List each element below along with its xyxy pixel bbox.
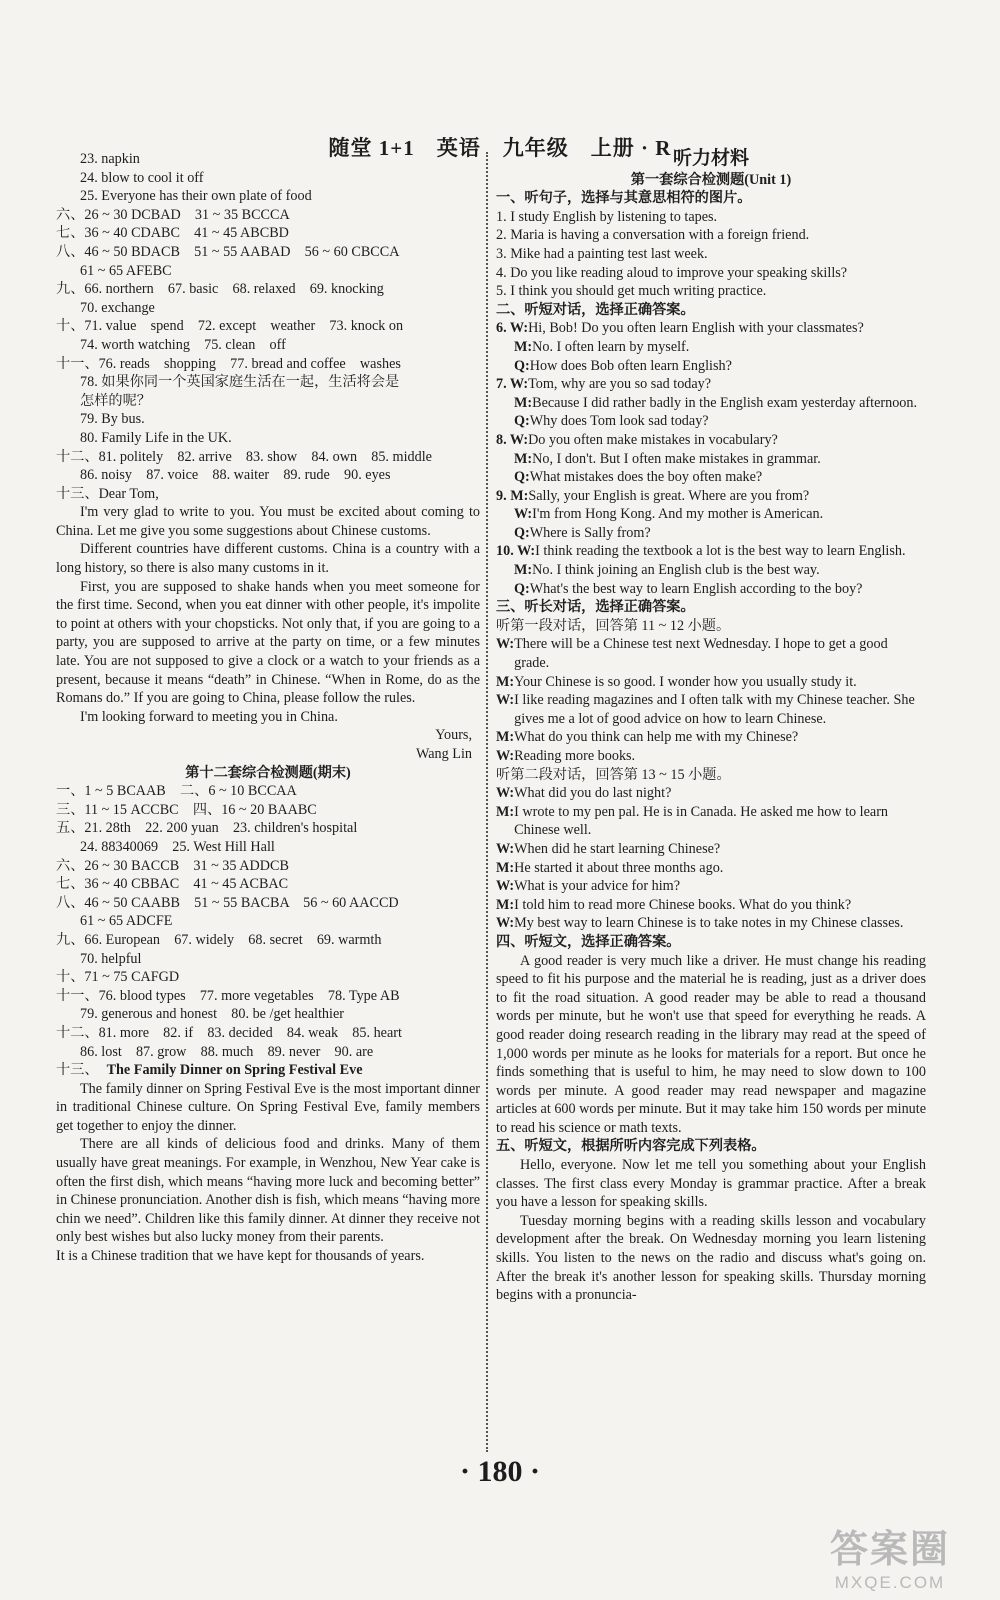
essay bbox=[56, 1080, 480, 1247]
answer-line: 六、26 ~ 30 DCBAD 31 ~ 35 BCCCA bbox=[56, 206, 290, 223]
sentence-item: 1. I study English by listening to tapes. bbox=[496, 208, 718, 225]
answer-line: 79. generous and honest 80. be /get healthier bbox=[80, 1006, 344, 1023]
answer-line: 79. By bus. bbox=[80, 411, 145, 428]
answer-line: 怎样的呢？ bbox=[80, 392, 151, 409]
dialogue-text: Your Chinese is so good. I wonder how you usually study it. bbox=[514, 673, 857, 690]
section-5-paragraph-2: Tuesday morning begins with a reading skills lesson and vocabulary development after the break. On Wednesday morning you learn listening skills. You listen to the news on the radio and discuss what's going on. After the break it's another lesson for speaking skills. Thursday morning begins with a pronuncia- bbox=[496, 1212, 926, 1304]
dialogue-line bbox=[496, 859, 926, 878]
section-3-title: 三、听长对话，选择正确答案。 bbox=[496, 599, 695, 616]
dialogue-line bbox=[496, 394, 926, 413]
page-header: 随堂 1+1 英语 九年级 上册 · R bbox=[328, 136, 672, 160]
answer-line: 八、46 ~ 50 CAABB 51 ~ 55 BACBA 56 ~ 60 AACCD bbox=[56, 894, 399, 911]
letter-paragraph: Different countries have different customs. China is a country with a long history, so there is also many customs in it. bbox=[56, 541, 480, 577]
dialogue-text: Sally, your English is great. Where are you from? bbox=[528, 487, 810, 504]
essay-label: 十三、 bbox=[56, 1062, 99, 1079]
section-1-items bbox=[496, 208, 926, 301]
speaker: M: bbox=[496, 803, 515, 820]
speaker: W: bbox=[496, 915, 515, 932]
test12-title: 第十二套综合检测题(期末) bbox=[185, 764, 351, 781]
dialogue-text: I think reading the textbook a lot is the best way to learn English. bbox=[535, 543, 906, 560]
dialogue-text: Do you often make mistakes in vocabulary? bbox=[528, 431, 778, 448]
answer-line: 80. Family Life in the UK. bbox=[80, 429, 232, 446]
dialogue-text: No. I often learn by myself. bbox=[532, 338, 690, 355]
speaker: Q: bbox=[514, 413, 530, 430]
dialogue-text: What did you do last night? bbox=[514, 785, 672, 802]
section-3-intro-2: 听第二段对话，回答第 13 ~ 15 小题。 bbox=[496, 766, 731, 783]
answer-line: 86. lost 87. grow 88. much 89. never 90. are bbox=[80, 1043, 374, 1060]
dialogue-text: What's the best way to learn English according to the boy? bbox=[529, 580, 863, 597]
dialogue-text: He started it about three months ago. bbox=[514, 859, 724, 876]
speaker: Q: bbox=[514, 357, 530, 374]
speaker: M: bbox=[514, 562, 533, 579]
listening-heading: 听力材料 bbox=[672, 148, 749, 169]
column-divider bbox=[486, 152, 488, 1452]
answer-line: 十一、76. blood types 77. more vegetables 78. Type AB bbox=[56, 987, 400, 1004]
letter-paragraph: First, you are supposed to shake hands when you meet someone for the first time. Second, when you eat dinner with other people, it's impolite to point at others with your chopsticks. Not only that, if you are going to a party, you are supposed to arrive at the party on time, or a few minutes late. You are not supposed to give a clock or a watch to your friends as a present, because it means “death” in Chinese. “When in Rome, do as the Romans do.” If you are going to China, please follow the rules. bbox=[56, 578, 480, 707]
letter-paragraph: I'm very glad to write to you. You must be excited about coming to China. Let me give you some suggestions about Chinese customs. bbox=[56, 504, 480, 539]
essay-paragraph: There are all kinds of delicious food and drinks. Many of them usually have great meanings. For example, in Wenzhou, New Year cake is often the first dish, which means “having more luck and becoming better” in Chinese pronunciation. Another dish is fish, which means “having more chin we need”. Children like this family dinner. At dinner they receive not only best wishes but also lucky money from their parents. bbox=[56, 1136, 480, 1246]
letter-signature: Wang Lin bbox=[416, 746, 472, 762]
answer-line: 十一、76. reads shopping 77. bread and coffee washes bbox=[56, 355, 401, 372]
dialogue-text: No. I think joining an English club is the best way. bbox=[532, 562, 820, 579]
speaker: M: bbox=[514, 394, 533, 411]
speaker: 8. W: bbox=[496, 431, 529, 448]
letter bbox=[56, 503, 480, 726]
section-5-paragraph-1: Hello, everyone. Now let me tell you something about your English classes. The first class every Monday is grammar practice. After a break you have a lesson for speaking skills. bbox=[496, 1157, 926, 1211]
dialogue-line bbox=[496, 914, 926, 933]
dialogue-text: Because I did rather badly in the English exam yesterday afternoon. bbox=[532, 394, 918, 411]
dialogue-text: Where is Sally from? bbox=[529, 524, 651, 541]
dialogue-line bbox=[496, 561, 926, 580]
speaker: Q: bbox=[514, 469, 530, 486]
answer-line: 六、26 ~ 30 BACCB 31 ~ 35 ADDCB bbox=[56, 857, 289, 874]
left-column bbox=[56, 150, 480, 1266]
listening-subheading: 第一套综合检测题(Unit 1) bbox=[630, 171, 792, 188]
speaker: Q: bbox=[514, 580, 530, 597]
speaker: Q: bbox=[514, 524, 530, 541]
section-2-dialogues bbox=[496, 319, 926, 598]
dialogue-line bbox=[496, 524, 926, 543]
dialogue-text: There will be a Chinese test next Wednesday. I hope to get a good grade. bbox=[514, 636, 888, 672]
dialogue-text: How does Bob often learn English? bbox=[529, 357, 732, 374]
answer-line: 十二、81. more 82. if 83. decided 84. weak 85. heart bbox=[56, 1024, 402, 1041]
answer-line: 70. helpful bbox=[80, 950, 142, 967]
dialogue-text: Reading more books. bbox=[514, 748, 636, 764]
dialogue-text: I like reading magazines and I often talk with my Chinese teacher. She gives me a lot of good advice on how to learn Chinese. bbox=[514, 692, 915, 727]
speaker: W: bbox=[496, 748, 515, 764]
dialogue-line bbox=[496, 673, 926, 692]
answer-line: 十三、Dear Tom, bbox=[56, 485, 159, 502]
answer-lines-11 bbox=[56, 150, 480, 503]
essay-paragraph: The family dinner on Spring Festival Eve is the most important dinner in traditional Chinese culture. On Spring Festival Eve, family members get together to enjoy the dinner. bbox=[56, 1080, 480, 1134]
section-3-dialogue-2 bbox=[496, 784, 926, 933]
dialogue-line bbox=[496, 357, 926, 376]
dialogue-line bbox=[496, 505, 926, 524]
speaker: M: bbox=[496, 729, 515, 746]
dialogue-text: What do you think can help me with my Chinese? bbox=[514, 729, 799, 746]
dialogue-text: When did he start learning Chinese? bbox=[514, 840, 721, 857]
sentence-item: 4. Do you like reading aloud to improve your speaking skills? bbox=[496, 264, 848, 281]
dialogue-line bbox=[496, 338, 926, 357]
section-2-title: 二、听短对话，选择正确答案。 bbox=[496, 301, 695, 318]
speaker: 6. W: bbox=[496, 320, 529, 337]
watermark-logo: 答案圈 bbox=[829, 1529, 950, 1571]
speaker: W: bbox=[496, 878, 515, 895]
answer-line: 86. noisy 87. voice 88. waiter 89. rude 90. eyes bbox=[80, 467, 391, 484]
essay-heading bbox=[56, 1061, 480, 1080]
section-1-title: 一、听句子，选择与其意思相符的图片。 bbox=[496, 190, 752, 207]
dialogue-line bbox=[496, 728, 926, 747]
dialogue-line bbox=[496, 896, 926, 915]
speaker: M: bbox=[496, 896, 515, 913]
letter-paragraph: I'm looking forward to meeting you in China. bbox=[80, 708, 338, 725]
dialogue-line bbox=[496, 487, 926, 506]
answer-line: 61 ~ 65 ADCFE bbox=[80, 913, 173, 930]
answer-line: 八、46 ~ 50 BDACB 51 ~ 55 AABAD 56 ~ 60 CBCCA bbox=[56, 243, 400, 260]
answer-lines-12 bbox=[56, 782, 480, 1061]
answer-line: 一、1 ~ 5 BCAAB 二、6 ~ 10 BCCAA bbox=[56, 783, 297, 800]
speaker: M: bbox=[514, 338, 533, 355]
dialogue-line bbox=[496, 747, 926, 766]
speaker: M: bbox=[514, 450, 533, 467]
speaker: M: bbox=[496, 859, 515, 876]
answer-line: 24. blow to cool it off bbox=[80, 169, 204, 186]
dialogue-line bbox=[496, 635, 926, 672]
sentence-item: 5. I think you should get much writing practice. bbox=[496, 283, 767, 300]
section-3-intro-1: 听第一段对话，回答第 11 ~ 12 小题。 bbox=[496, 617, 731, 634]
speaker: 7. W: bbox=[496, 376, 529, 393]
letter-closing: Yours, bbox=[435, 727, 472, 744]
answer-line: 五、21. 28th 22. 200 yuan 23. children's hospital bbox=[56, 820, 358, 837]
dialogue-line bbox=[496, 840, 926, 859]
sentence-item: 2. Maria is having a conversation with a foreign friend. bbox=[496, 227, 810, 244]
dialogue-line bbox=[496, 691, 926, 728]
section-4-title: 四、听短文，选择正确答案。 bbox=[496, 933, 681, 950]
answer-line: 78. 如果你同一个英国家庭生活在一起，生活将会是 bbox=[80, 374, 400, 391]
answer-line: 十二、81. politely 82. arrive 83. show 84. own 85. middle bbox=[56, 448, 432, 465]
answer-line: 七、36 ~ 40 CDABC 41 ~ 45 ABCBD bbox=[56, 225, 289, 242]
dialogue-text: My best way to learn Chinese is to take notes in my Chinese classes. bbox=[514, 915, 904, 932]
dialogue-text: I wrote to my pen pal. He is in Canada. He asked me how to learn Chinese well. bbox=[514, 803, 889, 839]
essay-last: It is a Chinese tradition that we have kept for thousands of years. bbox=[56, 1248, 425, 1265]
dialogue-line bbox=[496, 877, 926, 896]
page-number: · 180 · bbox=[459, 1455, 540, 1488]
right-column bbox=[496, 150, 926, 1305]
dialogue-line bbox=[496, 375, 926, 394]
section-4-text: A good reader is very much like a driver. He must change his reading speed to fit his purpose and the material he is reading, just as a driver does to fit the road situation. A good reader may be able to read a thousand words per minute, but he won't use that speed for everything he reads. A good reader doing research reading in the library may read at the speed of 1,000 words per minute as he looks for materials for a report. But once he finds something that is useful to him, he may need to slow down to 100 words per minute. A good reader may read newspaper and magazine articles at 600 words per minute. But it may take him 150 words per minute to read his science or math texts. bbox=[496, 952, 926, 1136]
answer-line: 九、66. northern 67. basic 68. relaxed 69. knocking bbox=[56, 281, 384, 298]
dialogue-text: No, I don't. But I often make mistakes in grammar. bbox=[532, 450, 821, 467]
dialogue-line bbox=[496, 784, 926, 803]
dialogue-line bbox=[496, 580, 926, 599]
dialogue-line bbox=[496, 431, 926, 450]
speaker: 10. W: bbox=[496, 543, 536, 560]
speaker: W: bbox=[496, 636, 515, 653]
watermark-url: MXQE.COM bbox=[834, 1573, 946, 1592]
speaker: W: bbox=[496, 840, 515, 857]
dialogue-text: What mistakes does the boy often make? bbox=[529, 469, 763, 486]
dialogue-text: Hi, Bob! Do you often learn English with your classmates? bbox=[528, 320, 864, 337]
dialogue-line bbox=[496, 319, 926, 338]
answer-line: 七、36 ~ 40 CBBAC 41 ~ 45 ACBAC bbox=[56, 876, 289, 893]
watermark bbox=[800, 1518, 980, 1592]
answer-line: 74. worth watching 75. clean off bbox=[80, 336, 286, 353]
speaker: W: bbox=[514, 506, 533, 523]
dialogue-text: I'm from Hong Kong. And my mother is American. bbox=[532, 506, 824, 523]
dialogue-text: What is your advice for him? bbox=[514, 878, 680, 895]
sentence-item: 3. Mike had a painting test last week. bbox=[496, 245, 708, 262]
dialogue-text: Why does Tom look sad today? bbox=[529, 413, 709, 430]
dialogue-line bbox=[496, 468, 926, 487]
answer-line: 24. 88340069 25. West Hill Hall bbox=[80, 838, 275, 855]
speaker: W: bbox=[496, 785, 515, 802]
speaker: W: bbox=[496, 692, 515, 709]
answer-line: 十、71 ~ 75 CAFGD bbox=[56, 969, 180, 986]
dialogue-text: I told him to read more Chinese books. What do you think? bbox=[514, 896, 852, 913]
speaker: 9. M: bbox=[496, 487, 529, 504]
answer-line: 23. napkin bbox=[80, 151, 140, 167]
section-3-dialogue-1 bbox=[496, 635, 926, 765]
dialogue-line bbox=[496, 542, 926, 561]
answer-line: 25. Everyone has their own plate of food bbox=[80, 188, 312, 205]
answer-line: 70. exchange bbox=[80, 299, 155, 316]
answer-line: 三、11 ~ 15 ACCBC 四、16 ~ 20 BAABC bbox=[56, 801, 317, 818]
speaker: M: bbox=[496, 673, 515, 690]
dialogue-line bbox=[496, 803, 926, 840]
answer-line: 61 ~ 65 AFEBC bbox=[80, 262, 172, 279]
dialogue-line bbox=[496, 412, 926, 431]
dialogue-line bbox=[496, 450, 926, 469]
answer-line: 九、66. European 67. widely 68. secret 69. warmth bbox=[56, 931, 382, 948]
answer-line: 十、71. value spend 72. except weather 73. knock on bbox=[56, 318, 404, 335]
essay-title: The Family Dinner on Spring Festival Eve bbox=[106, 1062, 363, 1079]
section-5-title: 五、听短文，根据所听内容完成下列表格。 bbox=[496, 1138, 766, 1155]
dialogue-text: Tom, why are you so sad today? bbox=[528, 376, 712, 393]
